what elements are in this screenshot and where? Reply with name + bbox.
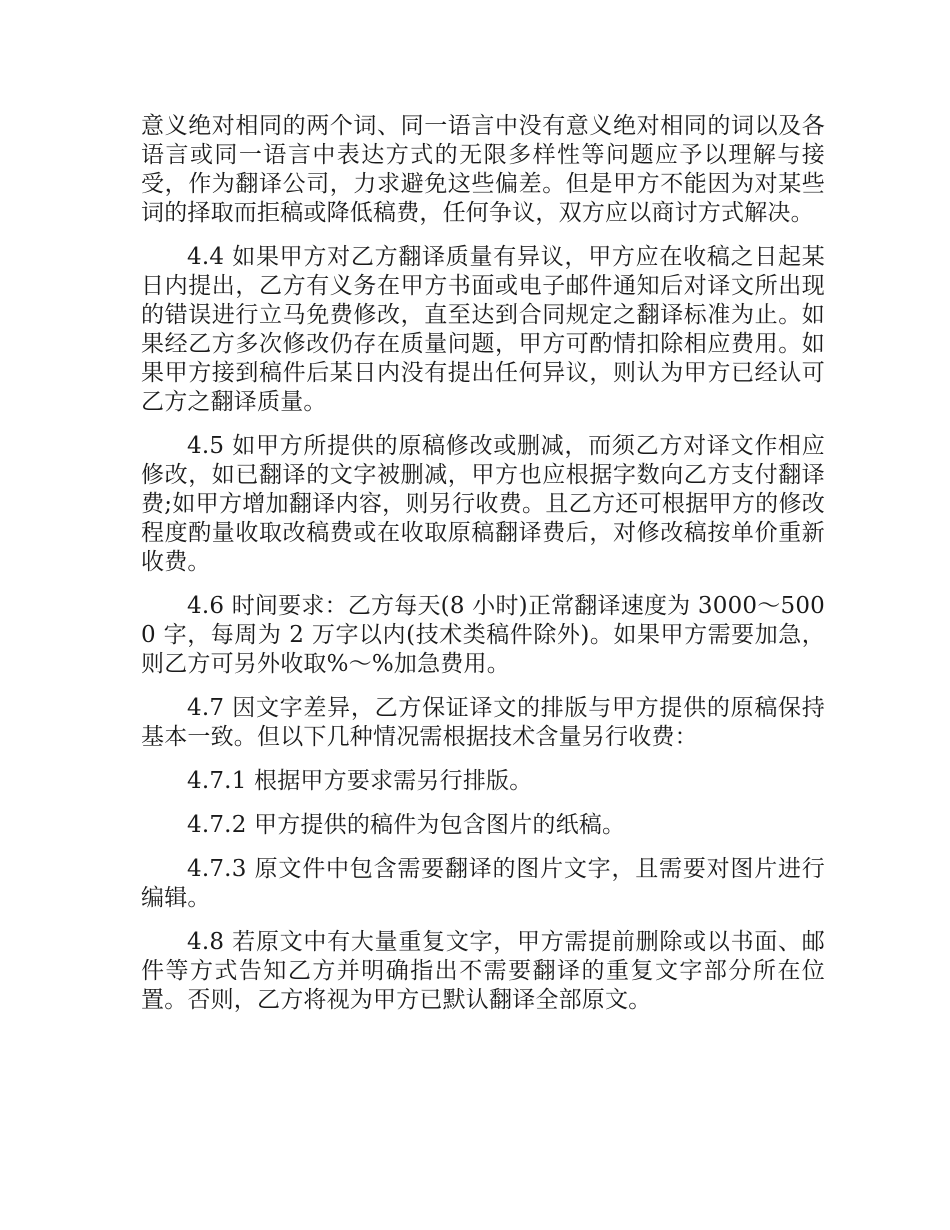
document-body — [141, 112, 825, 1030]
paragraph-4-5: 4.5 如甲方所提供的原稿修改或删减，而须乙方对译文作相应修改，如已翻译的文字被删减，甲方也应根据字数向乙方支付翻译费;如甲方增加翻译内容，则另行收费。且乙方还可根据甲方的修改程度酌量收取改稿费或在收取原稿翻译费后，对修改稿按单价重新收费。 — [141, 433, 825, 575]
paragraph-4-7-2: 4.7.2 甲方提供的稿件为包含图片的纸稿。 — [187, 812, 626, 838]
paragraph-4-7-3: 4.7.3 原文件中包含需要翻译的图片文字，且需要对图片进行编辑。 — [141, 856, 825, 911]
paragraph-4-4: 4.4 如果甲方对乙方翻译质量有异议，甲方应在收稿之日起某日内提出，乙方有义务在甲方书面或电子邮件通知后对译文所出现的错误进行立马免费修改，直至达到合同规定之翻译标准为止。如果经乙方多次修改仍存在质量问题，甲方可酌情扣除相应费用。如果甲方接到稿件后某日内没有提出任何异议，则认为甲方已经认可乙方之翻译质量。 — [141, 244, 825, 415]
paragraph-4-7-1: 4.7.1 根据甲方要求需另行排版。 — [187, 768, 533, 794]
paragraph-4-7: 4.7 因文字差异，乙方保证译文的排版与甲方提供的原稿保持基本一致。但以下几种情况需根据技术含量另行收费： — [141, 695, 825, 750]
paragraph-4-8: 4.8 若原文中有大量重复文字，甲方需提前删除或以书面、邮件等方式告知乙方并明确指出不需要翻译的重复文字部分所在位置。否则，乙方将视为甲方已默认翻译全部原文。 — [141, 929, 825, 1013]
paragraph-continuation: 意义绝对相同的两个词、同一语言中没有意义绝对相同的词以及各语言或同一语言中表达方式的无限多样性等问题应予以理解与接受，作为翻译公司，力求避免这些偏差。但是甲方不能因为对某些词的择取而拒稿或降低稿费，任何争议，双方应以商讨方式解决。 — [141, 113, 825, 226]
paragraph-4-6: 4.6 时间要求：乙方每天(8 小时)正常翻译速度为 3000～5000 字，每周为 2 万字以内(技术类稿件除外)。如果甲方需要加急，则乙方可另外收取%～%加急费用。 — [141, 593, 825, 677]
